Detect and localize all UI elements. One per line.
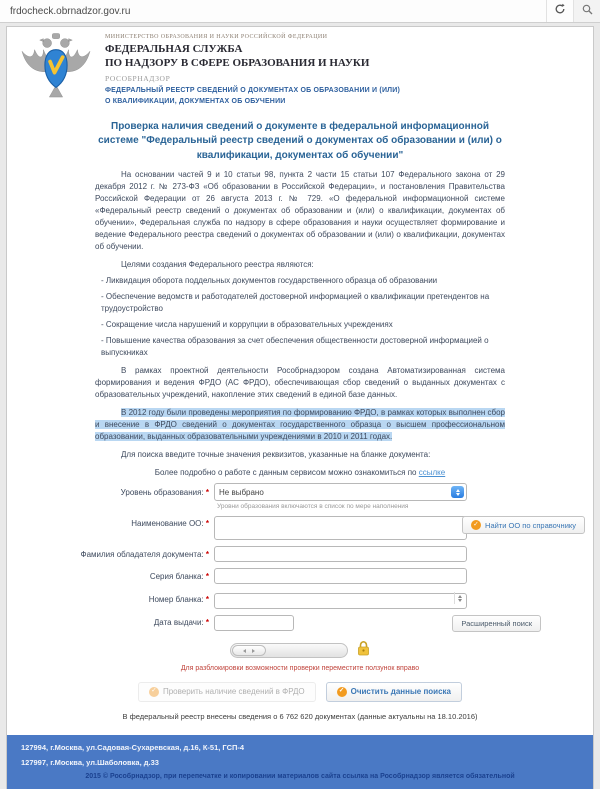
selection-highlight: В 2012 году были проведены мероприятия по формированию ФРДО, в рамках которых выполнен сбор и внесение в ФРДО сведений о документах государственного образца о высшем профессиональном образовании, выданных образовательными учреждениями в 2010 и 2011 годах.	[95, 408, 505, 441]
check-frdo-label: Проверить наличие сведений в ФРДО	[162, 687, 305, 696]
unlock-hint: Для разблокировки возможности проверки переместите ползунок вправо	[180, 664, 420, 672]
number-label: Номер бланка: *	[148, 594, 209, 604]
search-intro: Для поиска введите точные значения реквизитов, указанные на бланке документа:	[121, 450, 431, 459]
number-spinner-icon[interactable]	[454, 592, 465, 604]
education-level-select[interactable]	[214, 483, 467, 501]
footer-address-2: 127997, г.Москва, ул.Шаболовка, д.33	[21, 757, 159, 767]
unlock-slider-handle[interactable]	[232, 645, 266, 656]
oo-name-row	[7, 516, 585, 540]
reload-icon	[554, 2, 566, 20]
page-footer	[7, 735, 593, 789]
registry-name-line1: ФЕДЕРАЛЬНЫЙ РЕЕСТР СВЕДЕНИЙ О ДОКУМЕНТАХ ОБ ОБРАЗОВАНИИ И (ИЛИ)	[105, 86, 401, 94]
required-mark: *	[205, 571, 209, 581]
registry-name-line2: О КВАЛИФИКАЦИИ, ДОКУМЕНТАХ ОБ ОБУЧЕНИИ	[105, 98, 286, 105]
required-mark: *	[205, 618, 209, 627]
registry-count-info: В федеральный реестр внесены сведения о 6 762 620 документах (данные актуальны на 18.10.2016)	[122, 711, 478, 721]
date-label: Дата выдачи: *	[153, 618, 209, 627]
more-info-text: Более подробно о работе с данным сервисом можно ознакомиться по	[154, 468, 417, 477]
as-frdo-paragraph: В рамках проектной деятельности Рособрнадзором создана Автоматизированная система формирования и ведения ФРДО (АС ФРДО), обеспечивающая сбор сведений о выданных документах с образовательных учреждений, накопление этих сведений в единой базе данных.	[95, 366, 505, 399]
search-icon	[582, 2, 593, 20]
unlock-slider-row	[7, 641, 593, 661]
clear-search-button[interactable]	[326, 682, 462, 702]
education-level-value: Не выбрано	[219, 487, 264, 497]
number-input[interactable]	[214, 593, 467, 609]
search-form	[7, 483, 593, 721]
find-oo-label: Найти ОО по справочнику	[485, 520, 576, 530]
find-oo-button[interactable]	[462, 516, 585, 534]
reload-button[interactable]	[546, 0, 573, 22]
unlock-slider[interactable]	[230, 643, 348, 658]
legal-basis-paragraph: На основании частей 9 и 10 статьи 98, пункта 2 части 15 статьи 107 Федерального закона от 29 декабря 2012 г. № 273-ФЗ «Об образовании в Российской Федерации», и постановления Правительства Российской Федерации от 26 августа 2013 г. № 729. «О федеральной информационной системе «Федеральный реестр сведений о документах об образовании и (или) о квалификации, документах об обучении», Федеральная служба по надзору в сфере образования и науки осуществляет формирование и ведение Федерального реестра сведений о документах об образовании и (или) о квалификации, документах об обучении.	[95, 170, 505, 251]
goal-item: - Ликвидация оборота поддельных документов государственного образца об образовании	[101, 276, 438, 285]
site-header	[7, 27, 593, 112]
main-content	[7, 120, 593, 721]
required-mark: *	[205, 549, 209, 559]
series-label: Серия бланка: *	[149, 571, 209, 581]
footer-address-1: 127994, г.Москва, ул.Садовая-Сухаревская, д.16, К-51, ГСП-4	[21, 742, 245, 752]
check-frdo-button[interactable]	[138, 682, 316, 702]
browser-address-bar	[0, 0, 600, 23]
surname-input[interactable]	[214, 546, 467, 562]
goals-list	[101, 275, 505, 359]
goal-item: - Сокращение числа нарушений и коррупции в образовательных учреждениях	[101, 320, 393, 329]
check-circle-icon: ✓	[337, 687, 347, 697]
search-button[interactable]	[573, 0, 600, 22]
education-level-label: Уровень образования: *	[120, 487, 209, 497]
more-info-line	[7, 468, 593, 477]
required-mark: *	[205, 519, 209, 528]
required-mark: *	[205, 487, 209, 497]
goal-item: - Повышение качества образования за счет обеспечения общественности достоверной информацией о выпускниках	[101, 336, 489, 357]
service-name-line1: ФЕДЕРАЛЬНАЯ СЛУЖБА	[105, 43, 243, 55]
check-circle-icon: ✓	[471, 520, 481, 530]
clear-search-label: Очистить данные поиска	[350, 687, 452, 696]
agency-name: РОСОБРНАДЗОР	[105, 73, 171, 83]
service-name-line2: ПО НАДЗОРУ В СФЕРЕ ОБРАЗОВАНИЯ И НАУКИ	[105, 56, 370, 69]
education-level-row	[7, 483, 585, 501]
oo-name-input[interactable]	[214, 516, 467, 540]
rosobrnadzor-emblem-icon	[17, 32, 95, 100]
date-row	[7, 615, 585, 631]
highlighted-paragraph	[95, 407, 505, 443]
header-text-block	[105, 32, 400, 108]
check-circle-icon: ✓	[149, 687, 159, 697]
series-input[interactable]	[214, 568, 467, 584]
number-row	[7, 590, 585, 609]
number-field-wrap	[214, 590, 467, 609]
date-input[interactable]	[214, 615, 294, 631]
page-card	[6, 26, 594, 789]
more-info-link[interactable]: ссылке	[418, 468, 446, 477]
series-row	[7, 568, 585, 584]
goals-intro: Целями создания Федерального реестра являются:	[121, 260, 314, 269]
footer-copyright: 2015 © Рособрнадзор, при перепечатке и копировании материалов сайта ссылка на Рособрнадзор является обязательной	[85, 772, 515, 780]
ministry-line: МИНИСТЕРСТВО ОБРАЗОВАНИЯ И НАУКИ РОССИЙСКОЙ ФЕДЕРАЦИИ	[105, 34, 328, 40]
oo-name-label: Наименование ОО: *	[131, 519, 209, 528]
select-stepper-icon	[451, 486, 464, 498]
address-input[interactable]: frdocheck.obrnadzor.gov.ru	[10, 5, 131, 17]
goal-item: - Обеспечение ведомств и работодателей достоверной информацией о квалификации претендентов на трудоустройство	[101, 292, 490, 313]
advanced-search-button[interactable]: Расширенный поиск	[452, 615, 541, 632]
required-mark: *	[205, 594, 209, 604]
lock-icon	[357, 641, 370, 661]
surname-row	[7, 546, 585, 562]
page-title: Проверка наличия сведений о документе в федеральной информационной системе "Федеральный реестр сведений о документах об образовании и (или) о квалификации, документах об обучении"	[98, 120, 502, 161]
action-buttons	[7, 682, 593, 702]
surname-label: Фамилия обладателя документа: *	[80, 549, 209, 559]
education-level-hint: Уровни образования включаются в список по мере наполнения	[217, 503, 409, 510]
